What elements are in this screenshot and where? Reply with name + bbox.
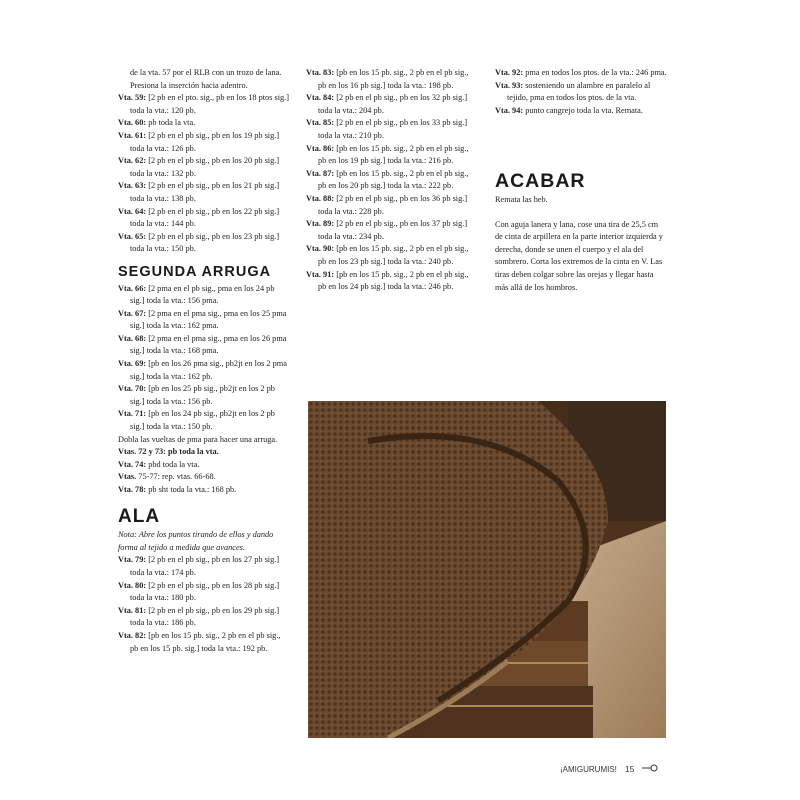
round-label: Vta. 59:: [118, 93, 147, 103]
note-text: Nota: Abre los puntos tirando de ellos y dando forma al tejido a medida que avances.: [118, 530, 274, 552]
round-instruction: [118, 383, 290, 408]
round-text: [pb en los 15 pb. sig., 2 pb en el pb sig., pb en los 23 pb sig.] toda la vta.: 240 pb.: [318, 244, 469, 266]
round-text: sosteniendo un alambre en paralelo al tejido, pma en todos los ptos. de la vta.: [507, 80, 651, 103]
round-instruction: [118, 231, 290, 256]
finish-text-2: Con aguja lanera y lana, cose una tira de 25,5 cm de cinta de arpillera en la parte interior izquierda y derecha, donde se unen el cuerpo y el ala del sombrero. Corta los extremos de la cinta en V. Las tiras deben colgar sobre las orejas y llegar hasta más allá de los hombros.: [495, 219, 663, 292]
round-text: punto cangrejo toda la vta. Remata.: [523, 105, 643, 115]
column-3: [495, 67, 667, 294]
round-text: [2 pb en el pb sig., pb en los 28 pb sig.] toda la vta.: 180 pb.: [130, 580, 280, 603]
round-instruction: [118, 308, 290, 333]
instructions-part-5: [495, 67, 667, 117]
round-label: Vta. 80:: [118, 580, 147, 590]
round-instruction: [495, 80, 667, 105]
round-text: [pb en los 25 pb sig., pb2jt en los 2 pb sig.] toda la vta.: 156 pb.: [130, 384, 275, 406]
round-text: [pb en los 15 pb. sig., 2 pb en el pb sig., pb en los 24 pb sig.] toda la vta.: 246 pb.: [318, 269, 469, 292]
round-label: Vta. 85:: [306, 118, 335, 128]
round-text: [2 pb en el pb sig., pb en los 32 pb sig.] toda la vta.: 204 pb.: [318, 93, 468, 115]
round-text: [2 pma en el pb sig., pma en los 24 pb sig.] toda la vta.: 156 pma.: [130, 283, 275, 306]
round-instruction: [118, 206, 290, 231]
round-text: [pb en los 15 pb. sig., 2 pb en el pb sig., pb en los 16 pb sig.] toda la vta.: 198 pb.: [318, 68, 469, 90]
round-instruction: [118, 605, 290, 630]
heading-segunda-arruga: SEGUNDA ARRUGA: [118, 263, 272, 280]
round-instruction: [306, 143, 478, 168]
round-text: [pb en los 26 pma sig., pb2jt en los 2 pma sig.] toda la vta.: 162 pb.: [130, 359, 287, 381]
round-instruction: [306, 269, 478, 294]
round-text: [pb en los 15 pb. sig., 2 pb en el pb sig., pb en los 20 pb sig.] toda la vta.: 222 pb.: [318, 168, 469, 191]
round-instruction: [118, 484, 290, 497]
continued-text: de la vta. 57 por el RLB con un trozo de lana. Presiona la inserción hacia adentro.: [130, 68, 282, 90]
round-instruction: [495, 67, 667, 80]
round-instruction: [118, 180, 290, 205]
page-number: 15: [624, 764, 635, 774]
round-label: Vta. 81:: [118, 605, 147, 615]
round-instruction: [118, 408, 290, 433]
round-text: [2 pb en el pb sig., pb en los 21 pb sig.] toda la vta.: 138 pb.: [130, 181, 280, 203]
round-label: Vta. 62:: [118, 156, 147, 166]
round-label: Vtas.: [118, 472, 137, 482]
round-text: [2 pb en el pb sig., pb en los 33 pb sig.] toda la vta.: 210 pb.: [318, 118, 468, 140]
heading-ala: ALA: [118, 505, 161, 527]
round-instruction: [118, 117, 290, 130]
round-instruction: [306, 117, 478, 142]
round-label: Vta. 74:: [118, 459, 147, 469]
round-label: Vta. 64:: [118, 206, 147, 216]
heading-acabar: ACABAR: [495, 170, 586, 193]
round-instruction: [118, 471, 290, 484]
round-text: [2 pb en el pb sig., pb en los 37 pb sig.] toda la vta.: 234 pb.: [318, 219, 468, 241]
round-text: [2 pb en el pb sig., pb en los 27 pb sig.] toda la vta.: 174 pb.: [130, 555, 280, 577]
round-label: Vta. 65:: [118, 231, 147, 241]
round-label: Vta. 87:: [306, 168, 335, 178]
round-instruction: [306, 67, 478, 92]
round-instruction: [118, 283, 290, 308]
round-text: [2 pb en el pb sig., pb en los 19 pb sig.] toda la vta.: 126 pb.: [130, 130, 280, 153]
round-instruction: [118, 155, 290, 180]
round-label: Vta. 78:: [118, 485, 147, 494]
round-instruction: [118, 630, 290, 655]
round-text: [2 pb en el pb sig., pb en los 29 pb sig.] toda la vta.: 186 pb.: [130, 605, 280, 628]
round-label: Vta. 70:: [118, 384, 147, 394]
round-label: Vta. 79:: [118, 555, 147, 565]
round-instruction: [306, 92, 478, 117]
round-instruction: [306, 168, 478, 193]
round-label: Vta. 83:: [306, 68, 335, 77]
instructions-part-1: [118, 67, 290, 256]
column-2: [306, 67, 478, 294]
round-label: Vta. 88:: [306, 193, 335, 203]
round-instruction: [118, 459, 290, 472]
round-label: Vta. 69:: [118, 359, 147, 369]
round-label: Vta. 63:: [118, 181, 147, 191]
round-text: [2 pb en el pb sig., pb en los 20 pb sig.] toda la vta.: 132 pb.: [130, 156, 280, 178]
round-instruction: [118, 130, 290, 155]
round-text: [pb en los 24 pb sig., pb2jt en los 2 pb sig.] toda la vta.: 150 pb.: [130, 409, 275, 432]
round-instruction: [118, 446, 290, 459]
round-instruction: [306, 243, 478, 268]
round-label: Vta. 71:: [118, 409, 147, 419]
round-label: Vta. 92:: [495, 68, 524, 77]
round-label: Vta. 90:: [306, 244, 335, 254]
round-instruction: [118, 333, 290, 358]
instructions-part-2: [118, 283, 290, 497]
round-instruction: [306, 218, 478, 243]
round-text: pb sht toda la vta.: 168 pb.: [146, 485, 237, 494]
hat-on-books-photo: [308, 401, 666, 738]
round-label: Vta. 84:: [306, 93, 335, 103]
round-text: pma en todos los ptos. de la vta.: 246 pma.: [523, 68, 667, 77]
instructions-part-3: [118, 554, 290, 655]
round-label: Vta. 82:: [118, 630, 147, 640]
round-label: Vta. 91:: [306, 269, 335, 279]
round-instruction: [118, 92, 290, 117]
round-text: [2 pb en el pb sig., pb en los 23 pb sig.] toda la vta.: 150 pb.: [130, 231, 280, 254]
round-text: pbd toda la vta.: [146, 459, 200, 469]
finish-text-1: Remata las heb.: [495, 194, 548, 204]
round-text: pb toda la vta.: [146, 118, 196, 128]
instructions-part-4: [306, 67, 478, 294]
round-label: Vta. 67:: [118, 308, 147, 318]
round-text: 75-77: rep. vtas. 66-68.: [136, 472, 216, 482]
round-instruction: [118, 580, 290, 605]
round-text: [pb en los 15 pb. sig., 2 pb en el pb sig., pb en los 19 pb sig.] toda la vta.: 216 pb.: [318, 143, 469, 166]
round-instruction: [306, 193, 478, 218]
round-instruction: [495, 105, 667, 118]
round-label: Vta. 61:: [118, 130, 147, 140]
round-label: Vta. 68:: [118, 333, 147, 343]
round-instruction: [118, 554, 290, 579]
round-label: Vta. 93:: [495, 80, 524, 90]
round-instruction: [118, 358, 290, 383]
round-text: [2 pb en el pto. sig., pb en los 18 ptos sig.] toda la vta.: 120 pb.: [130, 93, 290, 115]
round-text: [pb en los 15 pb. sig., 2 pb en el pb sig., pb en los 15 pb. sig.] toda la vta.: 192 pb.: [130, 630, 281, 653]
round-label: Vta. 86:: [306, 143, 335, 153]
round-label: Vta. 89:: [306, 219, 335, 229]
page-footer: [560, 763, 658, 775]
round-label: Vtas. 72 y 73: pb toda la vta.: [118, 447, 219, 457]
round-text: [2 pb en el pb sig., pb en los 22 pb sig.] toda la vta.: 144 pb.: [130, 206, 280, 229]
round-text: [2 pma en el pma sig., pma en los 26 pma sig.] toda la vta.: 168 pma.: [130, 333, 287, 356]
round-label: Vta. 66:: [118, 283, 147, 293]
instruction-text: Dobla las vueltas de pma para hacer una arruga.: [118, 434, 278, 444]
round-label: Vta. 60:: [118, 118, 147, 128]
footer-ornament-icon: [642, 763, 658, 775]
round-label: Vta. 94:: [495, 105, 524, 115]
round-text: [2 pb en el pb sig., pb en los 36 pb sig.] toda la vta.: 228 pb.: [318, 193, 468, 216]
round-text: [2 pma en el pma sig., pma en los 25 pma sig.] toda la vta.: 162 pma.: [130, 308, 287, 331]
column-1: [118, 67, 290, 655]
magazine-name: ¡AMIGURUMIS!: [560, 764, 617, 774]
